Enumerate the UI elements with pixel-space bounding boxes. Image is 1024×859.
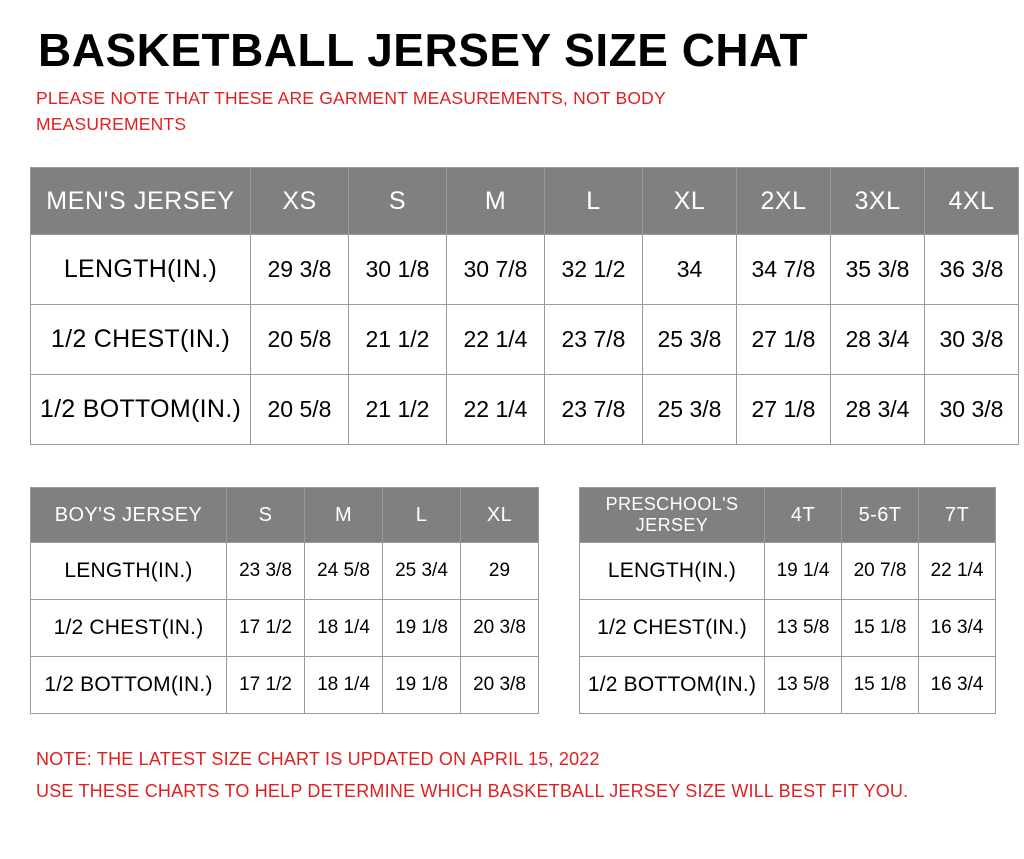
table-cell: 20 5/8 (251, 305, 349, 375)
page-title: BASKETBALL JERSEY SIZE CHAT (38, 24, 809, 76)
table-cell: 15 1/8 (842, 657, 919, 714)
column-header-size: XL (461, 488, 539, 543)
table-cell: 19 1/8 (383, 657, 461, 714)
table-cell: 15 1/8 (842, 600, 919, 657)
table-cell: 13 5/8 (765, 657, 842, 714)
table-row (580, 657, 996, 714)
table-row (580, 600, 996, 657)
column-header-size: M (305, 488, 383, 543)
table-row (580, 543, 996, 600)
table-cell: 18 1/4 (305, 600, 383, 657)
table-row (31, 543, 539, 600)
table-cell: 30 7/8 (447, 235, 545, 305)
table-cell: 28 3/4 (831, 375, 925, 445)
table-row (31, 657, 539, 714)
table-cell: 35 3/8 (831, 235, 925, 305)
table-cell: 28 3/4 (831, 305, 925, 375)
row-label: LENGTH(IN.) (580, 543, 765, 600)
column-header-size: 4T (765, 488, 842, 543)
table-cell: 24 5/8 (305, 543, 383, 600)
table-cell: 19 1/8 (383, 600, 461, 657)
table-cell: 30 3/8 (925, 375, 1019, 445)
column-header-size: S (227, 488, 305, 543)
row-label: 1/2 BOTTOM(IN.) (31, 657, 227, 714)
column-header-size: L (383, 488, 461, 543)
footer-line-update: NOTE: THE LATEST SIZE CHART IS UPDATED ON APRIL 15, 2022 (36, 749, 600, 770)
column-header-size: S (349, 168, 447, 235)
column-header-size: XL (643, 168, 737, 235)
mens-jersey-table-wrap (30, 167, 1004, 445)
column-header-size: 4XL (925, 168, 1019, 235)
table-cell: 20 3/8 (461, 657, 539, 714)
table-cell: 29 3/8 (251, 235, 349, 305)
table-cell: 22 1/4 (447, 375, 545, 445)
mens-jersey-table (30, 167, 1019, 445)
preschool-table-title: PRESCHOOL'S JERSEY (580, 488, 765, 543)
column-header-size: 3XL (831, 168, 925, 235)
table-cell: 27 1/8 (737, 305, 831, 375)
boys-table-title: BOY'S JERSEY (31, 488, 227, 543)
table-cell: 25 3/8 (643, 305, 737, 375)
table-cell: 30 1/8 (349, 235, 447, 305)
table-cell: 25 3/8 (643, 375, 737, 445)
row-label: 1/2 CHEST(IN.) (31, 305, 251, 375)
table-cell: 25 3/4 (383, 543, 461, 600)
table-cell: 16 3/4 (919, 600, 996, 657)
table-cell: 32 1/2 (545, 235, 643, 305)
boys-jersey-table (30, 487, 539, 714)
table-cell: 13 5/8 (765, 600, 842, 657)
table-cell: 17 1/2 (227, 600, 305, 657)
table-header-row (580, 488, 996, 543)
table-cell: 23 7/8 (545, 375, 643, 445)
row-label: 1/2 CHEST(IN.) (580, 600, 765, 657)
youth-tables-row (30, 487, 994, 714)
table-cell: 34 7/8 (737, 235, 831, 305)
table-cell: 18 1/4 (305, 657, 383, 714)
table-cell: 29 (461, 543, 539, 600)
table-cell: 20 7/8 (842, 543, 919, 600)
garment-measurement-note: PLEASE NOTE THAT THESE ARE GARMENT MEASUREMENTS, NOT BODY MEASUREMENTS (36, 88, 666, 134)
table-cell: 17 1/2 (227, 657, 305, 714)
table-cell: 36 3/8 (925, 235, 1019, 305)
preschool-jersey-table (579, 487, 996, 714)
table-cell: 22 1/4 (447, 305, 545, 375)
table-cell: 21 1/2 (349, 375, 447, 445)
table-cell: 20 5/8 (251, 375, 349, 445)
table-cell: 22 1/4 (919, 543, 996, 600)
column-header-size: M (447, 168, 545, 235)
row-label: LENGTH(IN.) (31, 235, 251, 305)
row-label: 1/2 BOTTOM(IN.) (580, 657, 765, 714)
table-cell: 19 1/4 (765, 543, 842, 600)
column-header-size: 7T (919, 488, 996, 543)
column-header-size: 2XL (737, 168, 831, 235)
table-row (31, 600, 539, 657)
table-cell: 34 (643, 235, 737, 305)
column-header-size: L (545, 168, 643, 235)
row-label: LENGTH(IN.) (31, 543, 227, 600)
table-row (31, 375, 1019, 445)
table-cell: 16 3/4 (919, 657, 996, 714)
column-header-size: XS (251, 168, 349, 235)
table-cell: 23 3/8 (227, 543, 305, 600)
table-row (31, 235, 1019, 305)
table-header-row (31, 168, 1019, 235)
footer-line-usage: USE THESE CHARTS TO HELP DETERMINE WHICH BASKETBALL JERSEY SIZE WILL BEST FIT YOU. (36, 780, 909, 801)
table-cell: 21 1/2 (349, 305, 447, 375)
row-label: 1/2 CHEST(IN.) (31, 600, 227, 657)
table-cell: 20 3/8 (461, 600, 539, 657)
mens-table-title: MEN'S JERSEY (31, 168, 251, 235)
table-cell: 23 7/8 (545, 305, 643, 375)
table-row (31, 305, 1019, 375)
row-label: 1/2 BOTTOM(IN.) (31, 375, 251, 445)
footer-notes (36, 744, 994, 807)
table-cell: 30 3/8 (925, 305, 1019, 375)
table-header-row (31, 488, 539, 543)
column-header-size: 5-6T (842, 488, 919, 543)
table-cell: 27 1/8 (737, 375, 831, 445)
